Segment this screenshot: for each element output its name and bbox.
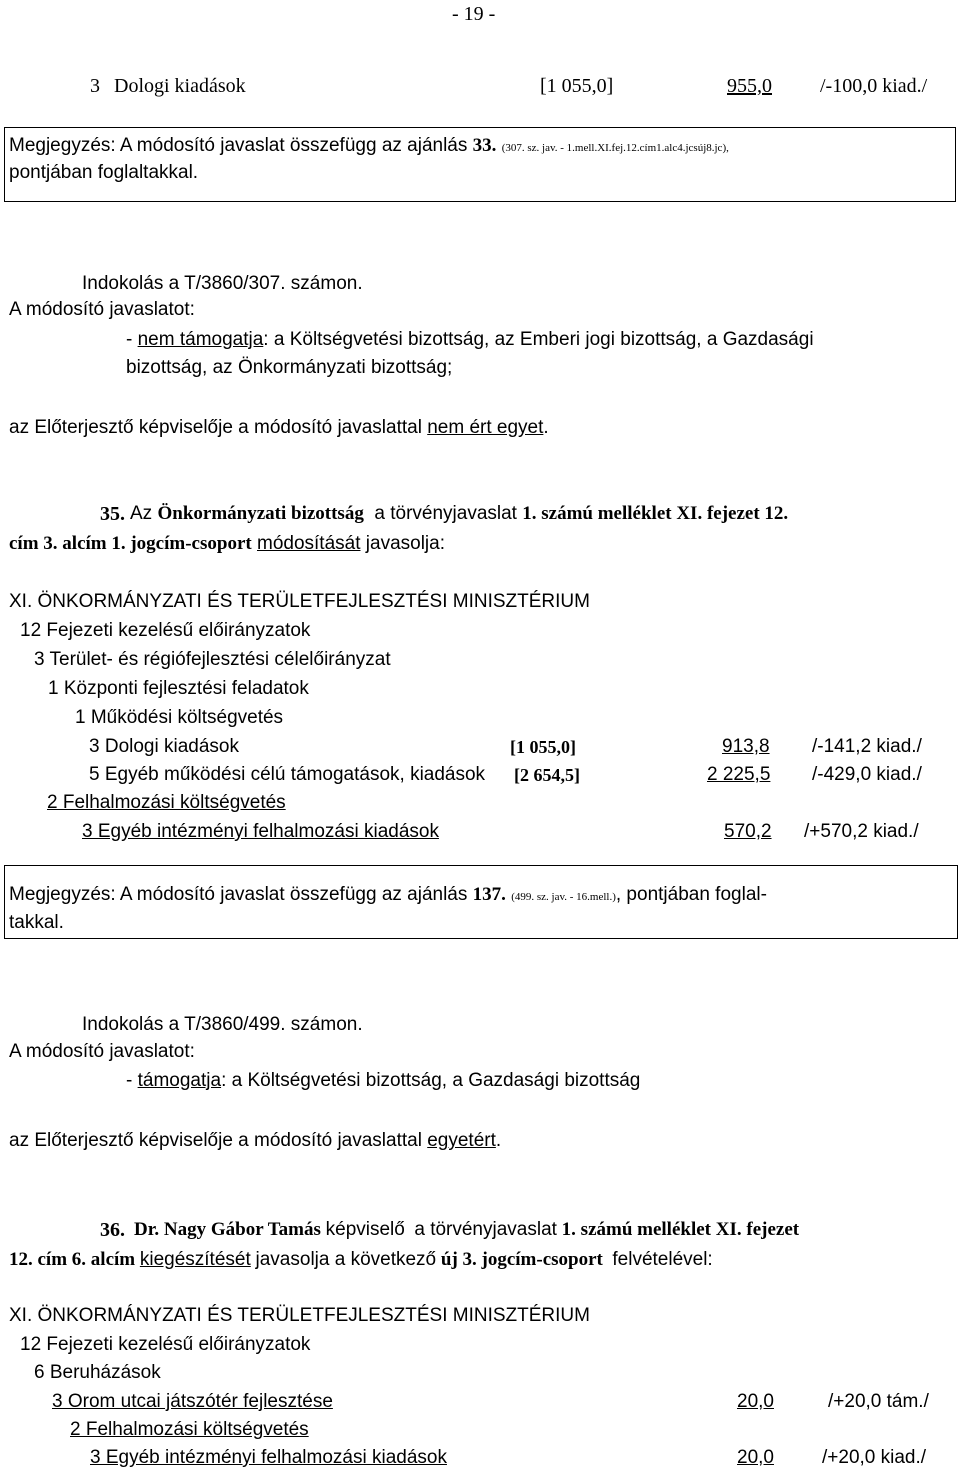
action: módosítását bbox=[257, 533, 361, 554]
ajanlas-number: 33. bbox=[472, 135, 497, 156]
eloterjeszto-text: az Előterjesztő képviselője a módosító javaslattal bbox=[9, 1130, 422, 1151]
text: képviselő bbox=[325, 1219, 405, 1240]
row-value: 955,0 bbox=[727, 75, 772, 97]
row-bracket-value: [1 055,0] bbox=[540, 75, 614, 97]
eloterjeszto-verdict: egyetért bbox=[427, 1130, 496, 1151]
proposer: Önkormányzati bizottság bbox=[157, 503, 364, 524]
text: Az bbox=[130, 503, 153, 524]
row-value: 20,0 bbox=[737, 1391, 774, 1412]
ajanlas-number: 137. bbox=[472, 884, 506, 905]
reference: 12. cím 6. alcím bbox=[9, 1249, 136, 1270]
support-verdict: támogatja bbox=[137, 1070, 222, 1091]
text: felvételével: bbox=[612, 1249, 713, 1270]
row-value: 913,8 bbox=[722, 736, 770, 757]
period: . bbox=[543, 417, 549, 438]
item36-line2 bbox=[9, 1248, 713, 1272]
reference: 1. számú melléklet XI. fejezet bbox=[561, 1219, 800, 1240]
note-lead bbox=[9, 883, 767, 909]
item35-line2 bbox=[9, 532, 445, 556]
row-change: /-100,0 kiad./ bbox=[820, 75, 928, 97]
item36-line1 bbox=[134, 1218, 799, 1242]
row-label: 2 Felhalmozási költségvetés bbox=[70, 1419, 309, 1440]
page-number: - 19 - bbox=[452, 3, 496, 25]
row-bracket-value: [1 055,0] bbox=[510, 737, 576, 757]
action: kiegészítését bbox=[139, 1249, 251, 1270]
text: javasolja a következő bbox=[255, 1249, 437, 1270]
row-change: /+20,0 tám./ bbox=[828, 1391, 929, 1412]
item-number: 35. bbox=[100, 503, 125, 525]
row-value: 570,2 bbox=[724, 821, 772, 842]
heading-alcim: 1 Központi fejlesztési feladatok bbox=[48, 678, 309, 699]
note-text: Megjegyzés: A módosító javaslat összefügg az ajánlás bbox=[9, 884, 468, 905]
reference: cím 3. alcím 1. jogcím-csoport bbox=[9, 533, 252, 554]
note-reference: (307. sz. jav. - 1.mell.XI.fej.12.cím1.alc4.jcsúj8.jc), bbox=[501, 142, 729, 154]
text: a törvényjavaslat bbox=[414, 1219, 557, 1240]
heading-cim: 3 Terület- és régiófejlesztési célelőirányzat bbox=[34, 649, 391, 670]
heading-cim: 6 Beruházások bbox=[34, 1362, 161, 1383]
text: javasolja: bbox=[365, 533, 445, 554]
row-bracket-value: [2 654,5] bbox=[514, 765, 580, 785]
heading-fejezet: 12 Fejezeti kezelésű előirányzatok bbox=[20, 620, 311, 641]
note-lead bbox=[9, 134, 729, 160]
note-tail: takkal. bbox=[9, 912, 64, 933]
row-change: /+20,0 kiad./ bbox=[822, 1447, 927, 1468]
support-line bbox=[126, 328, 814, 352]
eloterjeszto-text: az Előterjesztő képviselője a módosító javaslattal bbox=[9, 417, 422, 438]
reference: új 3. jogcím-csoport bbox=[440, 1249, 603, 1270]
eloterjeszto-line bbox=[9, 416, 549, 440]
row-label: Dologi kiadások bbox=[114, 75, 246, 97]
row-label: 2 Felhalmozási költségvetés bbox=[47, 792, 286, 813]
ministry: XI. ÖNKORMÁNYZATI ÉS TERÜLETFEJLESZTÉSI MINISZTÉRIUM bbox=[9, 591, 590, 612]
row-label: 3 Orom utcai játszótér fejlesztése bbox=[52, 1391, 333, 1412]
row-change: /-429,0 kiad./ bbox=[812, 764, 922, 785]
support-line bbox=[126, 1069, 640, 1093]
note-tail: pontjában foglaltakkal. bbox=[9, 162, 199, 183]
row-number: 3 bbox=[90, 75, 100, 97]
row-label: 3 Egyéb intézményi felhalmozási kiadások bbox=[90, 1447, 447, 1468]
item-number: 36. bbox=[100, 1219, 125, 1241]
javaslat-label: A módosító javaslatot: bbox=[9, 1041, 195, 1062]
eloterjeszto-line bbox=[9, 1129, 501, 1153]
javaslat-label: A módosító javaslatot: bbox=[9, 299, 195, 320]
support-committees-2: bizottság, az Önkormányzati bizottság; bbox=[126, 357, 453, 378]
note-reference: (499. sz. jav. - 16.mell.) bbox=[511, 891, 616, 903]
ministry: XI. ÖNKORMÁNYZATI ÉS TERÜLETFEJLESZTÉSI MINISZTÉRIUM bbox=[9, 1305, 590, 1326]
support-verdict: nem támogatja bbox=[137, 329, 264, 350]
indoklas: Indokolás a T/3860/499. számon. bbox=[82, 1014, 363, 1035]
row-change: /-141,2 kiad./ bbox=[812, 736, 922, 757]
reference: 1. számú melléklet XI. fejezet 12. bbox=[522, 503, 789, 524]
row-label: 3 Egyéb intézményi felhalmozási kiadások bbox=[82, 821, 439, 842]
eloterjeszto-verdict: nem ért egyet bbox=[427, 417, 544, 438]
row-value: 20,0 bbox=[737, 1447, 774, 1468]
indoklas: Indokolás a T/3860/307. számon. bbox=[82, 273, 363, 294]
text: a törvényjavaslat bbox=[374, 503, 517, 524]
note-text: , pontjában foglal- bbox=[615, 884, 767, 905]
row-label: 5 Egyéb működési célú támogatások, kiadások bbox=[89, 764, 486, 785]
heading-jogcim: 1 Működési költségvetés bbox=[75, 707, 284, 728]
period: . bbox=[495, 1130, 502, 1151]
proposer: Dr. Nagy Gábor Tamás bbox=[134, 1219, 321, 1240]
support-committees: : a Költségvetési bizottság, az Emberi jogi bizottság, a Gazdasági bbox=[263, 329, 814, 350]
heading-fejezet: 12 Fejezeti kezelésű előirányzatok bbox=[20, 1334, 311, 1355]
item35-line1 bbox=[130, 502, 788, 526]
dash: - bbox=[126, 1070, 133, 1091]
note-text: Megjegyzés: A módosító javaslat összefügg az ajánlás bbox=[9, 135, 468, 156]
dash: - bbox=[126, 329, 133, 350]
row-change: /+570,2 kiad./ bbox=[804, 821, 919, 842]
row-value: 2 225,5 bbox=[707, 764, 771, 785]
support-committees: : a Költségvetési bizottság, a Gazdasági bizottság bbox=[221, 1070, 641, 1091]
row-label: 3 Dologi kiadások bbox=[89, 736, 239, 757]
